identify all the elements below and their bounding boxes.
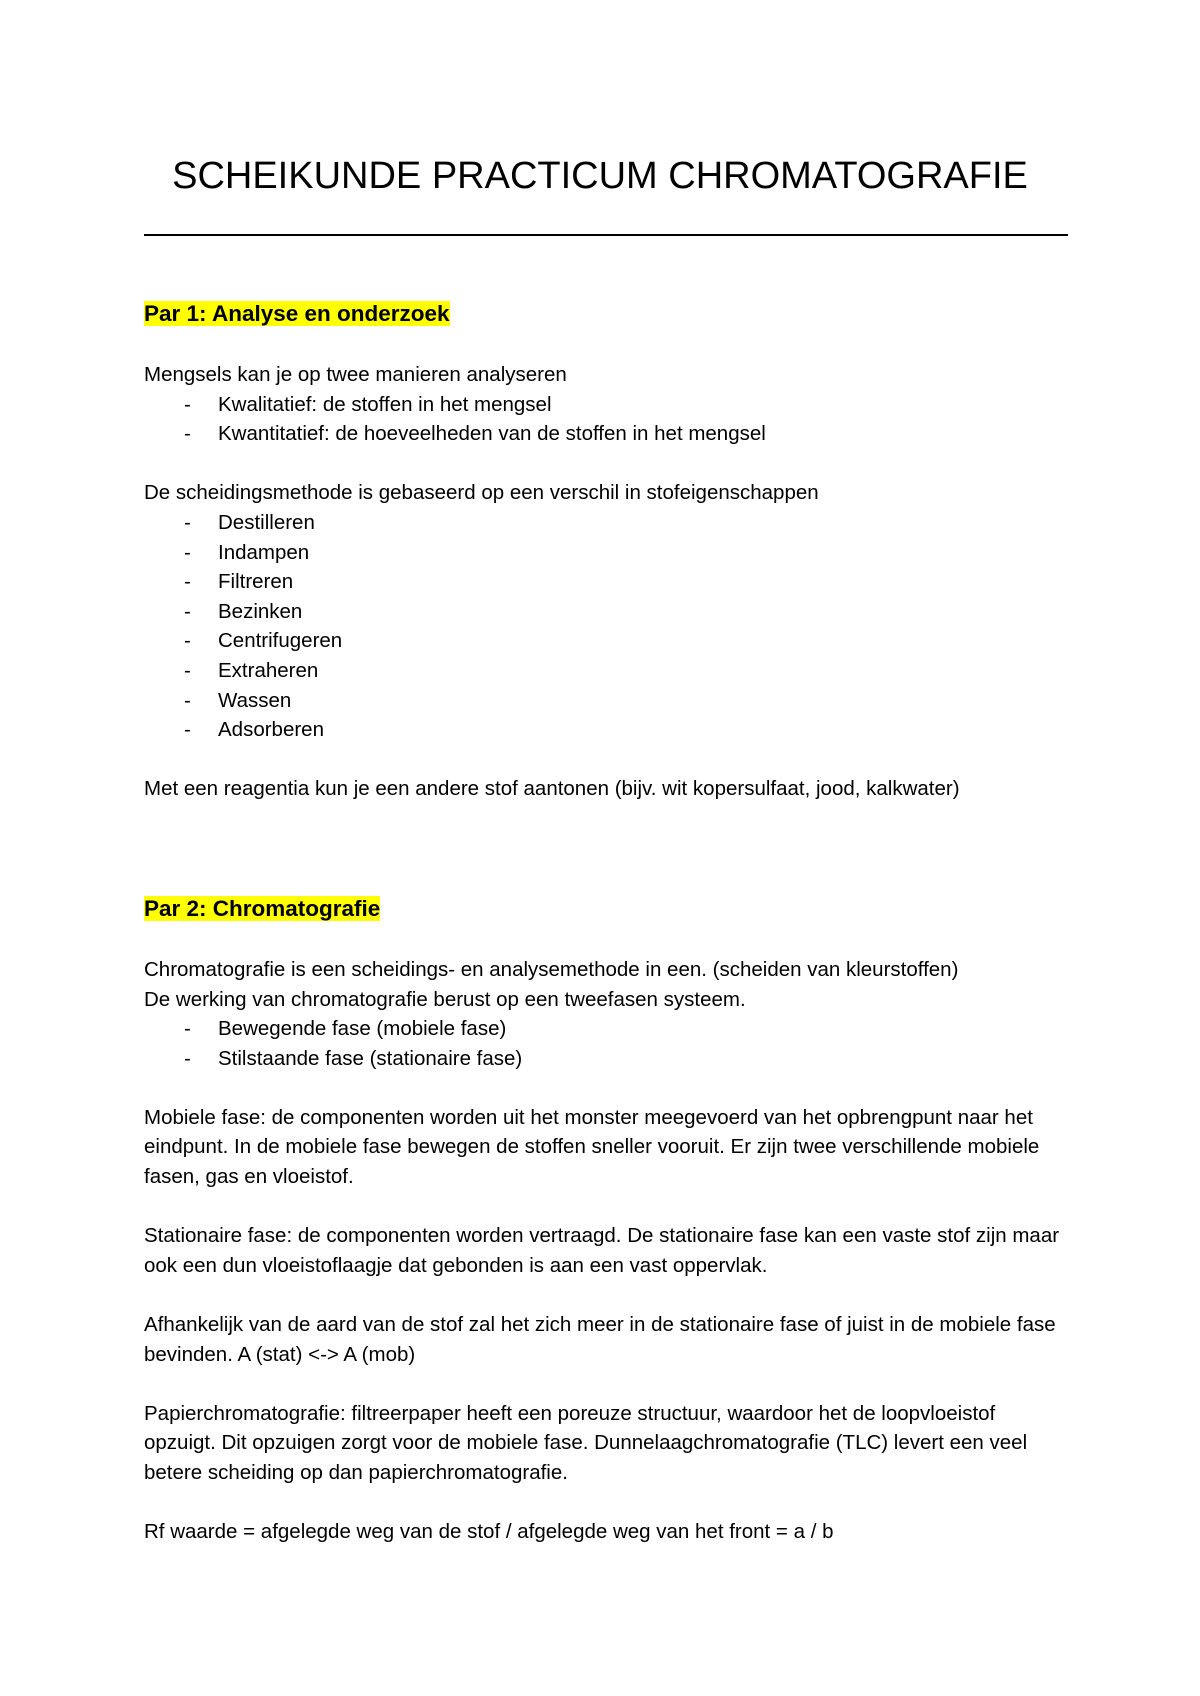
paragraph-chromatografie-intro: Chromatografie is een scheidings- en analysemethode in een. (scheiden van kleurstoffen) bbox=[144, 957, 959, 981]
list-item: - Bewegende fase (mobiele fase) bbox=[144, 1014, 1068, 1044]
dash-bullet: - bbox=[184, 570, 191, 594]
list-item: - Bezinken bbox=[144, 597, 1068, 627]
paragraph-rf-waarde: Rf waarde = afgelegde weg van de stof / afgelegde weg van het front = a / b bbox=[144, 1520, 834, 1544]
list-item: - Filtreren bbox=[144, 567, 1068, 597]
dash-bullet: - bbox=[184, 688, 191, 712]
list-item: - Extraheren bbox=[144, 656, 1068, 686]
list-item: - Stilstaande fase (stationaire fase) bbox=[144, 1044, 1068, 1074]
paragraph-scheidingsmethode: De scheidingsmethode is gebaseerd op een verschil in stofeigenschappen bbox=[144, 481, 819, 505]
list-item: - Kwalitatief: de stoffen in het mengsel bbox=[144, 390, 1068, 420]
paragraph-reagentia: Met een reagentia kun je een andere stof aantonen (bijv. wit kopersulfaat, jood, kalkwater) bbox=[144, 777, 960, 801]
list-item: - Wassen bbox=[144, 686, 1068, 716]
section-heading-par2 bbox=[144, 893, 1068, 925]
list-item: - Kwantitatief: de hoeveelheden van de stoffen in het mengsel bbox=[144, 419, 1068, 449]
title-divider bbox=[144, 234, 1068, 236]
paragraph-mobiele-fase: Mobiele fase: de componenten worden uit het monster meegevoerd van het opbrengpunt naar het eindpunt. In de mobiele fase bewegen de stoffen sneller vooruit. Er zijn twee verschillende mobiele fasen, gas en vloeistof. bbox=[144, 1105, 1040, 1189]
dash-bullet: - bbox=[184, 422, 191, 446]
paragraph-papierchromatografie: Papierchromatografie: filtreerpaper heeft een poreuze structuur, waardoor het de loopvloeistof opzuigt. Dit opzuigen zorgt voor de mobiele fase. Dunnelaagchromatografie (TLC) levert een veel betere scheiding op dan papierchromatografie. bbox=[144, 1401, 1028, 1484]
document-title: SCHEIKUNDE PRACTICUM CHROMATOGRAFIE bbox=[172, 155, 1028, 197]
list-item: - Adsorberen bbox=[144, 715, 1068, 745]
dash-bullet: - bbox=[184, 629, 191, 653]
paragraph-stationaire-fase: Stationaire fase: de componenten worden vertraagd. De stationaire fase kan een vaste stof zijn maar ook een dun vloeistoflaagje dat gebonden is aan een vast oppervlak. bbox=[144, 1224, 1060, 1277]
dash-bullet: - bbox=[184, 392, 191, 416]
heading-highlight: Par 2: Chromatografie bbox=[144, 895, 381, 921]
dash-bullet: - bbox=[184, 540, 191, 564]
dash-bullet: - bbox=[184, 510, 191, 534]
dash-bullet: - bbox=[184, 1046, 191, 1070]
phases-list bbox=[144, 1014, 1068, 1073]
paragraph-mengsels: Mengsels kan je op twee manieren analyseren bbox=[144, 363, 567, 386]
dash-bullet: - bbox=[184, 718, 191, 742]
dash-bullet: - bbox=[184, 599, 191, 623]
dash-bullet: - bbox=[184, 658, 191, 682]
analysis-list bbox=[144, 390, 1068, 449]
dash-bullet: - bbox=[184, 1017, 191, 1041]
list-item: - Indampen bbox=[144, 538, 1068, 568]
heading-highlight: Par 1: Analyse en onderzoek bbox=[144, 301, 450, 326]
paragraph-tweefasen: De werking van chromatografie berust op een tweefasen systeem. bbox=[144, 987, 746, 1011]
paragraph-afhankelijk: Afhankelijk van de aard van de stof zal het zich meer in de stationaire fase of juist in de mobiele fase bevinden. A (stat) <-> A (mob) bbox=[144, 1313, 1056, 1366]
separation-methods-list bbox=[144, 508, 1068, 745]
document-body bbox=[144, 298, 1068, 1547]
list-item: - Destilleren bbox=[144, 508, 1068, 538]
list-item: - Centrifugeren bbox=[144, 626, 1068, 656]
section-heading-par1 bbox=[144, 298, 1068, 330]
